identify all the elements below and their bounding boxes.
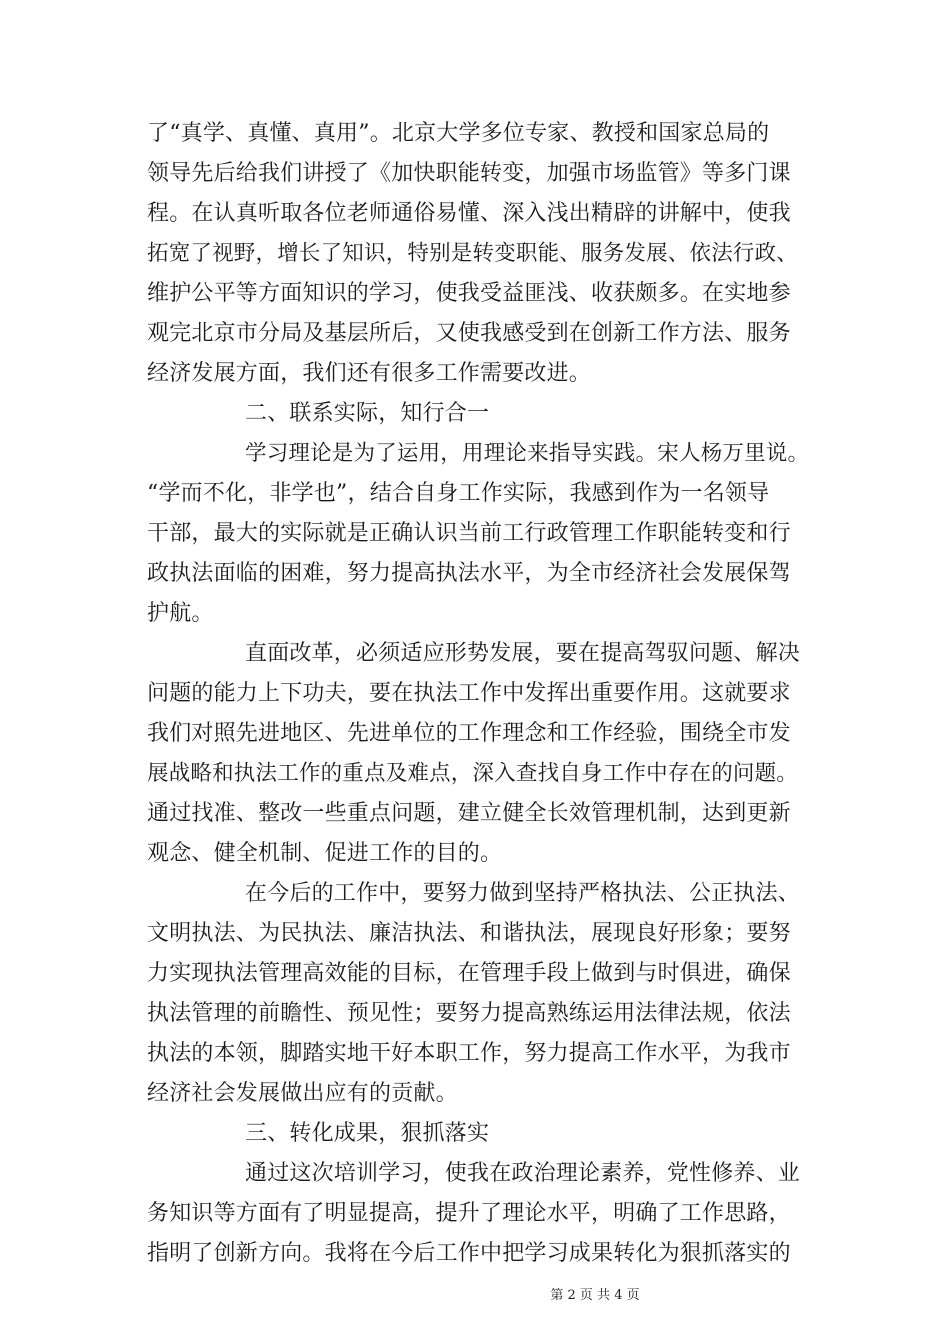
body-line: 政执法面临的困难，努力提高执法水平，为全市经济社会发展保驾 bbox=[147, 561, 791, 586]
body-line: 护航。 bbox=[147, 601, 214, 626]
section-heading: 三、转化成果，狠抓落实 bbox=[245, 1121, 490, 1146]
body-line: 文明执法、为民执法、廉洁执法、和谐执法，展现良好形象；要努 bbox=[147, 921, 791, 946]
body-line: 在今后的工作中，要努力做到坚持严格执法、公正执法、 bbox=[245, 881, 801, 906]
body-line: 展战略和执法工作的重点及难点，深入查找自身工作中存在的问题。 bbox=[147, 761, 799, 786]
body-line: 观念、健全机制、促进工作的目的。 bbox=[147, 841, 503, 866]
body-line: 直面改革，必须适应形势发展，要在提高驾驭问题、解决 bbox=[245, 641, 801, 666]
body-line: 程。在认真听取各位老师通俗易懂、深入浅出精辟的讲解中，使我 bbox=[147, 201, 791, 226]
body-line: 问题的能力上下功夫，要在执法工作中发挥出重要作用。这就要求 bbox=[147, 681, 791, 706]
body-line: 了“真学、真懂、真用”。北京大学多位专家、教授和国家总局的 bbox=[147, 121, 770, 146]
section-heading: 二、联系实际，知行合一 bbox=[245, 401, 490, 426]
page-footer: 第 2 页 共 4 页 bbox=[550, 1288, 640, 1303]
body-line: 务知识等方面有了明显提高，提升了理论水平，明确了工作思路， bbox=[147, 1201, 791, 1226]
body-line: 指明了创新方向。我将在今后工作中把学习成果转化为狠抓落实的 bbox=[147, 1241, 791, 1266]
body-line: 经济社会发展做出应有的贡献。 bbox=[147, 1081, 458, 1106]
body-line: 执法的本领，脚踏实地干好本职工作，努力提高工作水平，为我市 bbox=[147, 1041, 791, 1066]
body-line: 力实现执法管理高效能的目标，在管理手段上做到与时俱进，确保 bbox=[147, 961, 791, 986]
body-line: “学而不化，非学也”，结合自身工作实际，我感到作为一名领导 bbox=[147, 481, 770, 506]
body-line: 通过找准、整改一些重点问题，建立健全长效管理机制，达到更新 bbox=[147, 801, 791, 826]
body-line: 维护公平等方面知识的学习，使我受益匪浅、收获颇多。在实地参 bbox=[147, 281, 791, 306]
body-line: 经济发展方面，我们还有很多工作需要改进。 bbox=[147, 361, 592, 386]
body-line: 领导先后给我们讲授了《加快职能转变，加强市场监管》等多门课 bbox=[147, 161, 791, 186]
body-line: 执法管理的前瞻性、预见性；要努力提高熟练运用法律法规，依法 bbox=[147, 1001, 791, 1026]
body-line: 拓宽了视野，增长了知识，特别是转变职能、服务发展、依法行政、 bbox=[147, 241, 799, 266]
body-line: 通过这次培训学习，使我在政治理论素养，党性修养、业 bbox=[245, 1161, 801, 1186]
body-line: 学习理论是为了运用，用理论来指导实践。宋人杨万里说。 bbox=[245, 441, 810, 466]
body-line: 干部，最大的实际就是正确认识当前工行政管理工作职能转变和行 bbox=[147, 521, 791, 546]
body-line: 观完北京市分局及基层所后，又使我感受到在创新工作方法、服务 bbox=[147, 321, 791, 346]
body-line: 我们对照先进地区、先进单位的工作理念和工作经验，围绕全市发 bbox=[147, 721, 791, 746]
